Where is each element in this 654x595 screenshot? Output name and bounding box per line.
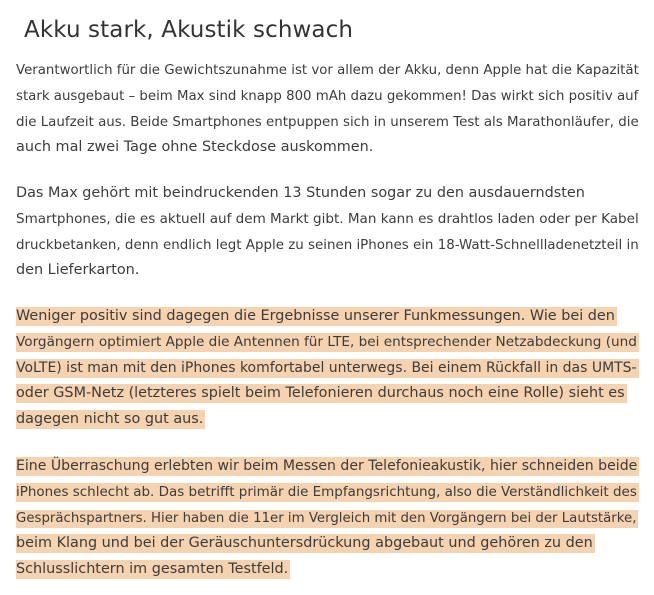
text-highlight: VoLTE) ist man mit den iPhones komfortabel unterwegs. Bei einem Rückfall in das UMTS- — [16, 359, 637, 376]
paragraph-line: stark ausgebaut – beim Max sind knapp 800 mAh dazu gekommen! Das wirkt sich positiv auf — [16, 88, 639, 104]
section-heading: Akku stark, Akustik schwach — [24, 17, 354, 43]
highlighted-line — [16, 356, 642, 382]
text-highlight: oder GSM-Netz (letzteres spielt beim Telefonieren durchaus noch eine Rolle) sieht es — [16, 385, 625, 402]
paragraph-battery-capacity — [16, 58, 642, 161]
paragraph-line: Smartphones, die es aktuell auf dem Markt gibt. Man kann es drahtlos laden oder per Kabel — [16, 210, 639, 227]
paragraph-battery-runtime — [16, 181, 642, 284]
highlighted-line — [16, 330, 642, 356]
text-highlight: Gesprächspartners. Hier haben die 11er im Vergleich mit den Vorgängern bei der Lautstärke, — [16, 510, 637, 526]
text-highlight: iPhones schlecht ab. Das betrifft primär die Empfangsrichtung, also die Verständlichkeit des — [16, 483, 637, 500]
highlighted-line — [16, 381, 642, 407]
highlighted-line — [16, 407, 642, 433]
paragraph-line: Das Max gehört mit beindruckenden 13 Stunden sogar zu den ausdauerndsten — [16, 185, 585, 201]
paragraph-line: die Laufzeit aus. Beide Smartphones entpuppen sich in unserem Test als Marathonläufer, die — [16, 114, 639, 130]
highlighted-line — [16, 304, 642, 330]
text-highlight: beim Klang und bei der Geräuschuntersdrückung abgebaut und gehören zu den — [16, 535, 593, 552]
highlighted-line — [16, 454, 642, 480]
paragraph-line: Verantwortlich für die Gewichtszunahme ist vor allem der Akku, denn Apple hat die Kapazität — [16, 63, 639, 78]
paragraph-call-acoustics-highlighted — [16, 454, 642, 583]
paragraph-line: auch mal zwei Tage ohne Steckdose auskommen. — [16, 139, 374, 156]
text-highlight: Eine Überraschung erlebten wir beim Messen der Telefonieakustik, hier schneiden beide — [16, 458, 638, 474]
highlighted-line — [16, 557, 642, 583]
text-highlight: Schlusslichtern im gesamten Testfeld. — [16, 561, 289, 578]
paragraph-radio-measurements-highlighted — [16, 304, 642, 433]
text-highlight: Vorgängern optimiert Apple die Antennen für LTE, bei entsprechender Netzabdeckung (und — [16, 333, 637, 350]
paragraph-line: den Lieferkarton. — [16, 262, 140, 279]
highlighted-line — [16, 531, 642, 557]
text-highlight: Weniger positiv sind dagegen die Ergebnisse unserer Funkmessungen. Wie bei den — [16, 308, 615, 324]
highlighted-line — [16, 480, 642, 506]
highlighted-line — [16, 506, 642, 532]
text-highlight: dagegen nicht so gut aus. — [16, 411, 204, 428]
paragraph-line: druckbetanken, denn endlich legt Apple zu seinen iPhones ein 18-Watt-Schnellladenetzteil in — [16, 237, 639, 253]
